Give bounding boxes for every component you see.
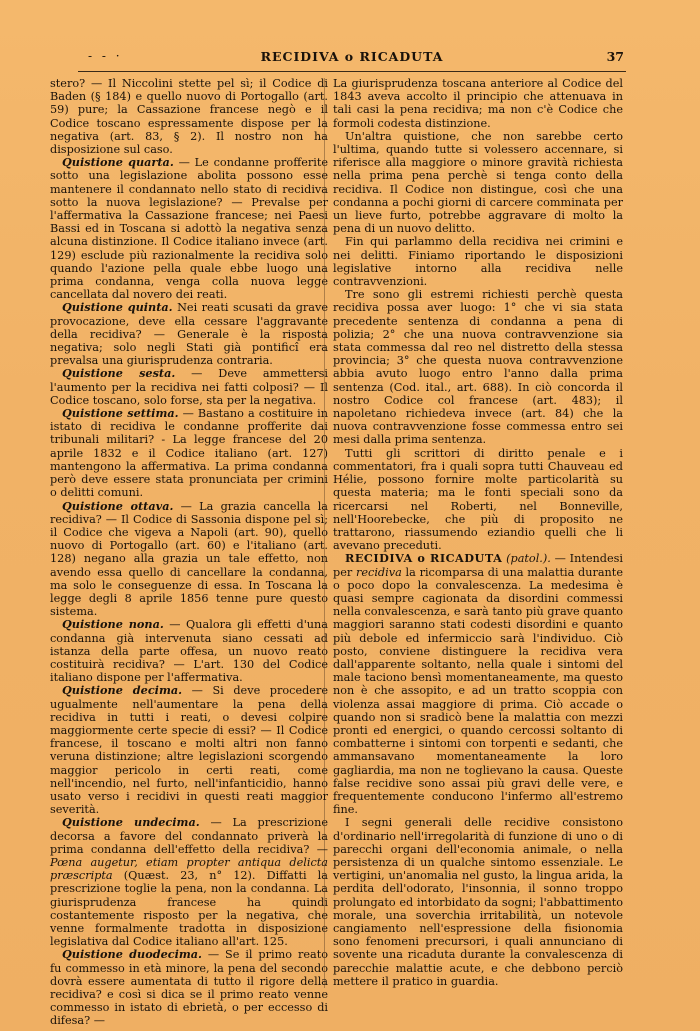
- question-label: Quistione ottava.: [62, 498, 174, 513]
- paragraph-text: — Se il primo reato fu commesso in età minore, la pena del secondo dovrà essere aumentata di tutto il rigore della recidiva? e così si dica se il primo reato venne commesso in istato di ebrietà, o per eccesso di difesa? —: [50, 948, 328, 1028]
- running-header: [78, 45, 626, 72]
- question-label: Quistione quarta.: [62, 155, 174, 170]
- page-number: 37: [606, 49, 624, 64]
- question-label: Quistione quinta.: [62, 300, 173, 315]
- paragraph: [50, 301, 328, 367]
- paragraph: [50, 367, 328, 407]
- entry-heading: RECIDIVA o RICADUTA: [345, 551, 503, 566]
- question-label: Quistione settima.: [62, 406, 179, 421]
- paragraph: Tutti gli scrittori di diritto penale e i commentatori, fra i quali sopra tutti Chauveau ed Hélie, possono fornire molte particolarità su questa materia; ma le fonti speciali sono da ricercarsi nel Roberti, nel Bonneville, nell'Hoorebecke, che più di proposito ne trattarono, riassumendo eziandio quelli che li avevano preceduti.: [333, 446, 623, 553]
- paragraph-text: — Si deve procedere ugualmente nell'aumentare la pena della recidiva in tutti i reati, o devesi colpire maggiormente certe specie di essi? — Il Codice francese, il toscano e molti altri non fanno veruna distinzione; altre legislazioni scorgendo maggior pericolo in certi reati, come nell'incendio, nel furto, nell'infanticidio, hanno usato verso i recidivi in questi reati maggior severità.: [50, 684, 329, 817]
- left-column: [50, 77, 328, 1028]
- question-label: Quistione undecima.: [62, 815, 200, 830]
- paragraph-text: (Quæst. 23, n° 12). Diffatti la prescrizione toglie la pena, non la condanna. La giurisprudenza francese ha quindi costantemente risposto per la negativa, che venne formalmente tradotta in disposizione legislativa dal Codice italiano all'art. 125.: [50, 869, 328, 949]
- paragraph: stero? — Il Niccolini stette pel sì; il Codice di Baden (§ 184) e quello nuovo di Portogallo (art. 59) pure; la Cassazione francese negò e il Codice toscano espressamente dispose per la negativa (art. 83, § 2). Il nostro non ha disposizione sul caso.: [50, 77, 328, 157]
- header-ornament: - - ·: [88, 49, 123, 63]
- paragraph: [50, 816, 328, 948]
- paragraph: I segni generali delle recidive consistono d'ordinario nell'irregolarità di funzione di uno o di parecchi organi dell'economia animale, o nella persistenza di un qualche sintomo essenziale. Le vertigini, un'anomalia nel gusto, la lingua arida, la perdita dell'odorato, l'insonnia, il sonno troppo prolungato ed intorbidato da sogni; l'abbattimento morale, una soverchia irritabilità, un notevole cangiamento nell'espressione della fisionomia sono fenomeni precursori, i quali annunciano di sovente una ricaduta durante la convalescenza di parecchie malattie acute, e che debbono perciò mettere il pratico in guardia.: [333, 816, 623, 988]
- paragraph: [50, 618, 328, 684]
- paragraph-text: — Qualora gli effetti d'una condanna già intervenuta siano cessati ad istanza della parte offesa, un nuovo reato costituirà recidiva? — L'art. 130 del Codice italiano dispone per l'affermativa.: [50, 618, 328, 685]
- latin-quote: Pœna augetur, etiam propter antiqua delicta præscripta: [50, 855, 328, 883]
- paragraph: [50, 684, 328, 816]
- paragraph-text: Nei reati scusati da grave provocazione, deve ella cessare l'aggravante della recidiva? — Generale è la risposta negativa; solo negli Stati già pontificî era prevalsa una giurisprudenza contraria.: [50, 301, 329, 368]
- paragraph-text: — Deve ammettersi l'aumento per la recidiva nei fatti colposi? — Il Codice toscano, solo forse, sta per la negativa.: [50, 367, 328, 407]
- paragraph: Fin qui parlammo della recidiva nei crimini e nei delitti. Finiamo riportando le disposizioni legislative intorno alla recidiva nelle contravvenzioni.: [333, 235, 623, 289]
- paragraph-text: — La grazia cancella la recidiva? — Il Codice di Sassonia dispone pel sì; il Codice che vigeva a Napoli (art. 90), quello nuovo di Portogallo (art. 60) e l'italiano (art. 128) negano alla grazia un tale effetto, non avendo essa quello di cancellare la condanna, ma solo le conseguenze di essa. In Toscana la legge degli 8 aprile 1856 tenne pure questo sistema.: [50, 499, 329, 619]
- entry-tag: (patol.).: [506, 552, 551, 566]
- paragraph-text: — La prescrizione decorsa a favore del condannato priverà la prima condanna dell'effetto della recidiva? —: [50, 816, 328, 856]
- paragraph: [50, 500, 328, 619]
- question-label: Quistione sesta.: [62, 366, 176, 381]
- paragraph-text: — Intendesi per: [333, 552, 623, 579]
- running-title: RECIDIVA o RICADUTA: [260, 49, 444, 64]
- question-label: Quistione nona.: [62, 617, 164, 632]
- question-label: Quistione decima.: [62, 683, 183, 698]
- paragraph: [50, 156, 328, 301]
- paragraph: [50, 948, 328, 1027]
- italic-term: recidiva: [355, 565, 402, 579]
- paragraph: La giurisprudenza toscana anteriore al Codice del 1843 aveva accolto il principio che attenuava in tali casi la pena recidiva; ma non c'è Codice che formoli codesta distinzione.: [333, 77, 623, 130]
- paragraph: Tre sono gli estremi richiesti perchè questa recidiva possa aver luogo: 1° che vi sia stata precedente sentenza di condanna a pena di polizia; 2° che una nuova contravvenzione sia stata commessa dal reo nel distretto della stessa provincia; 3° che questa nuova contravvenzione abbia avuto luogo entro l'anno dalla prima sentenza (Cod. ital., art. 688). In ciò concorda il nostro Codice col francese (art. 483); il napoletano richiedeva invece (art. 84) che la nuova contravvenzione fosse commessa entro sei mesi dalla prima sentenza.: [333, 288, 623, 447]
- entry-paragraph: [333, 552, 623, 816]
- paragraph-text: la ricomparsa di una malattia durante o poco dopo la convalescenza. La medesima è quasi sempre cagionata da disordini commessi nella convalescenza, e sarà tanto più grave quanto maggiori saranno stati codesti disordini e quanto più debole ed infermiccio sarà l'individuo. Ciò posto, conviene distinguere la recidiva vera dall'apparente soltanto, nella quale i sintomi del male taciono bensì momentaneamente, ma questo non è che assopito, e ad un tratto scoppia con violenza assai maggiore di prima. Ciò accade o quando non si sradicò bene la malattia con mezzi pronti ed energici, o quando cercossi soltanto di combatterne i sintomi con torpenti e sedanti, che ammansavano momentaneamente la loro gagliardia, ma non ne toglievano la causa. Queste false recidive sono assai più gravi delle vere, e frequentemente conducono l'infermo all'estremo fine.: [333, 565, 623, 817]
- paragraph: Un'altra quistione, che non sarebbe certo l'ultima, quando tutte si volessero accennare, si riferisce alla maggiore o minore gravità richiesta nella prima pena perchè si tenga conto della recidiva. Il Codice non distingue, così che una condanna a pochi giorni di carcere comminata per un lieve furto, potrebbe aggravare di molto la pena di un nuovo delitto.: [333, 129, 623, 236]
- right-column: [333, 77, 623, 988]
- paragraph-text: — Le condanne profferite sotto una legislazione abolita possono esse mantenere il condannato nello stato di recidiva sotto la nuova legislazione? — Prevalse per l'affermativa la Cassazione francese; nei Paesi Bassi ed in Toscana si adottò la negativa senza alcuna distinzione. Il Codice italiano invece (art. 129) esclude più razionalmente la recidiva solo quando l'azione pella quale ebbe luogo una prima condanna, venga colla nuova legge cancellata dal novero dei reati.: [50, 156, 329, 302]
- question-label: Quistione duodecima.: [62, 947, 202, 962]
- paragraph: [50, 407, 328, 499]
- paragraph-text: — Bastano a costituire in istato di recidiva le condanne profferite dai tribunali militari? - La legge francese del 20 aprile 1832 e il Codice italiano (art. 127) mantengono la affermativa. La prima condanna però deve essere stata pronunciata per crimini o delitti comuni.: [50, 407, 328, 500]
